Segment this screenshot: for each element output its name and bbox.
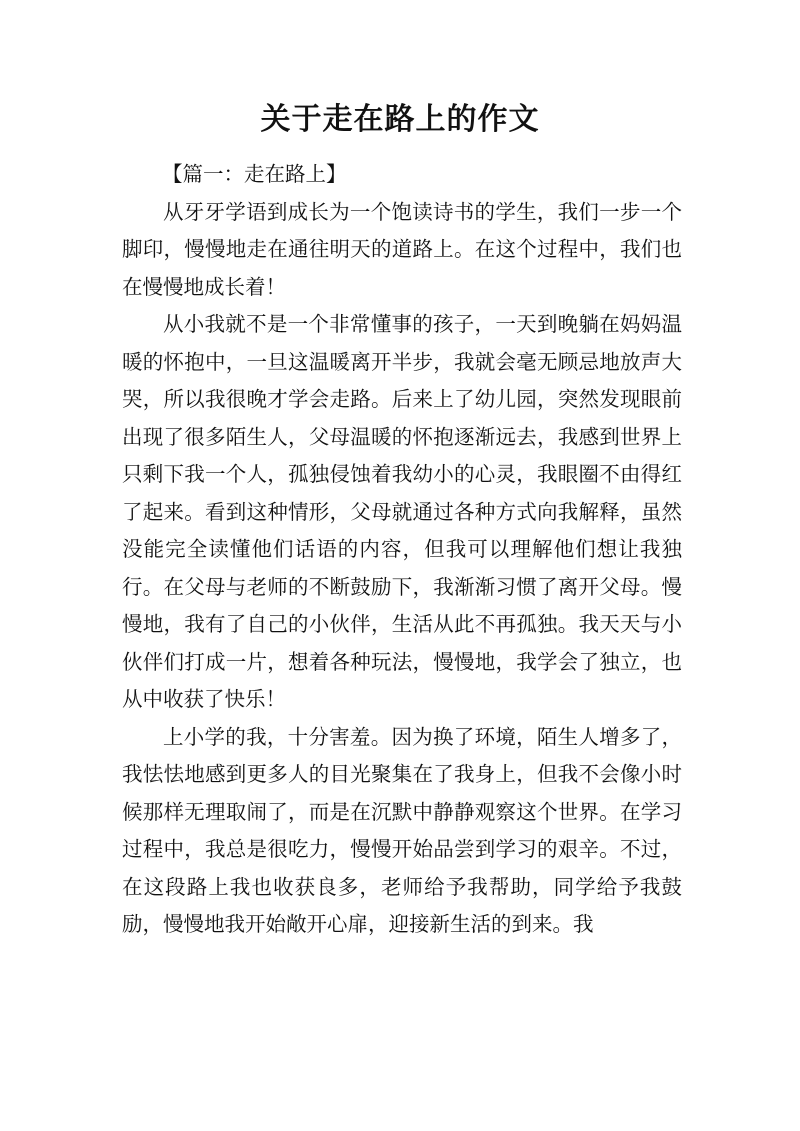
paragraph-3: 上小学的我，十分害羞。因为换了环境，陌生人增多了，我怯怯地感到更多人的目光聚集在了我身上，但我不会像小时候那样无理取闹了，而是在沉默中静静观察这个世界。在学习过程中，我总是很吃力，慢慢开始品尝到学习的艰辛。不过，在这段路上我也收获良多，老师给予我帮助，同学给予我鼓励，慢慢地我开始敞开心扉，迎接新生活的到来。我 [122, 724, 682, 936]
document-title: 关于走在路上的作文 [260, 102, 540, 137]
paragraph-1: 从牙牙学语到成长为一个饱读诗书的学生，我们一步一个脚印，慢慢地走在通往明天的道路上。在这个过程中，我们也在慢慢地成长着！ [122, 199, 682, 299]
section-heading: 【篇一：走在路上】 [162, 162, 347, 186]
paragraph-2: 从小我就不是一个非常懂事的孩子，一天到晚躺在妈妈温暖的怀抱中，一旦这温暖离开半步，我就会毫无顾忌地放声大哭，所以我很晚才学会走路。后来上了幼儿园，突然发现眼前出现了很多陌生人，父母温暖的怀抱逐渐远去，我感到世界上只剩下我一个人，孤独侵蚀着我幼小的心灵，我眼圈不由得红了起来。看到这种情形，父母就通过各种方式向我解释，虽然没能完全读懂他们话语的内容，但我可以理解他们想让我独行。在父母与老师的不断鼓励下，我渐渐习惯了离开父母。慢慢地，我有了自己的小伙伴，生活从此不再孤独。我天天与小伙伴们打成一片，想着各种玩法，慢慢地，我学会了独立，也从中收获了快乐！ [122, 312, 682, 711]
document-body [122, 156, 682, 944]
